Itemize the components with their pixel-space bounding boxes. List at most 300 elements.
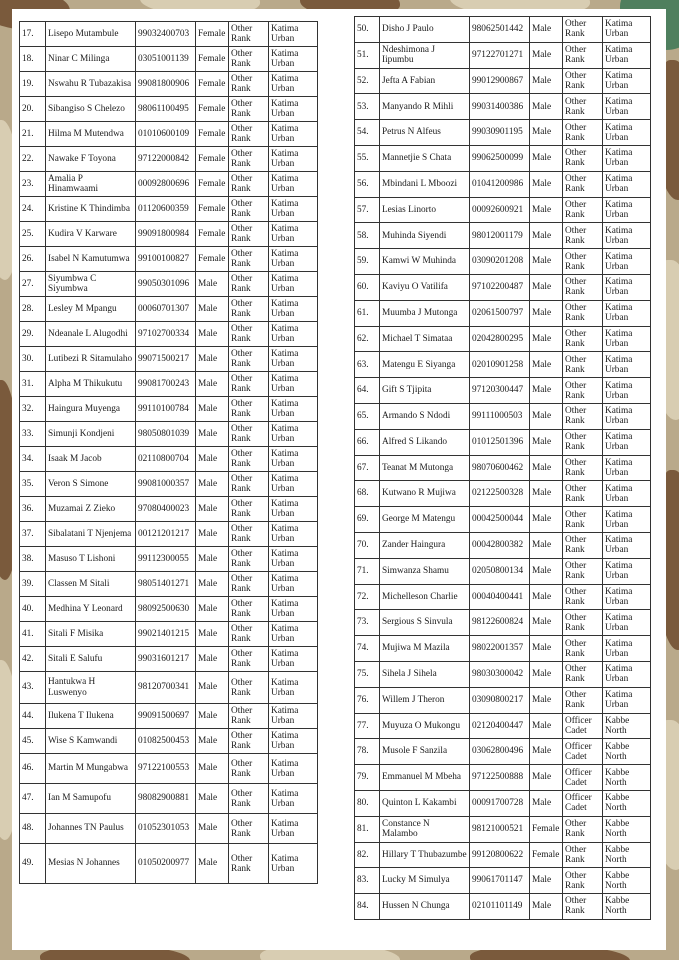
constituency-cell: Katima Urban: [603, 584, 651, 610]
row-number: 42.: [20, 647, 46, 672]
rank-cell: Other Rank: [229, 347, 269, 372]
member-table-right: [354, 16, 651, 920]
row-number: 59.: [355, 249, 380, 275]
table-row: [355, 532, 651, 558]
table-row: [20, 47, 318, 72]
member-table-left: [19, 21, 318, 884]
row-number: 60.: [355, 274, 380, 300]
sex-cell: Female: [196, 72, 229, 97]
row-number: 45.: [20, 729, 46, 754]
table-row: [20, 272, 318, 297]
constituency-cell: Katima Urban: [269, 272, 318, 297]
id-number: 00042800382: [470, 532, 530, 558]
rank-cell: Other Rank: [563, 403, 603, 429]
id-number: 99030901195: [470, 120, 530, 146]
rank-cell: Other Rank: [229, 704, 269, 729]
constituency-cell: Katima Urban: [269, 122, 318, 147]
member-name: Ninar C Milinga: [46, 47, 136, 72]
rank-cell: Other Rank: [229, 754, 269, 784]
member-name: Mesias N Johannes: [46, 844, 136, 884]
id-number: 98022001357: [470, 636, 530, 662]
constituency-cell: Kabbe North: [603, 868, 651, 894]
member-name: Lisepo Mutambule: [46, 22, 136, 47]
id-number: 01120600359: [136, 197, 196, 222]
member-name: Teanat M Mutonga: [380, 455, 470, 481]
sex-cell: Female: [196, 197, 229, 222]
rank-cell: Other Rank: [563, 68, 603, 94]
constituency-cell: Katima Urban: [269, 547, 318, 572]
id-number: 98122600824: [470, 610, 530, 636]
rank-cell: Other Rank: [229, 547, 269, 572]
table-row: [355, 326, 651, 352]
table-row: [355, 584, 651, 610]
constituency-cell: Katima Urban: [603, 300, 651, 326]
member-name: Hussen N Chunga: [380, 894, 470, 920]
row-number: 31.: [20, 372, 46, 397]
sex-cell: Male: [530, 249, 563, 275]
row-number: 55.: [355, 145, 380, 171]
table-row: [20, 729, 318, 754]
rank-cell: Other Rank: [563, 661, 603, 687]
constituency-cell: Katima Urban: [603, 403, 651, 429]
rank-cell: Other Rank: [229, 272, 269, 297]
table-row: [355, 610, 651, 636]
table-row: [355, 249, 651, 275]
row-number: 21.: [20, 122, 46, 147]
row-number: 43.: [20, 672, 46, 704]
sex-cell: Male: [196, 272, 229, 297]
row-number: 36.: [20, 497, 46, 522]
constituency-cell: Katima Urban: [603, 636, 651, 662]
rank-cell: Other Rank: [229, 172, 269, 197]
member-name: Muhinda Siyendi: [380, 223, 470, 249]
table-row: [20, 347, 318, 372]
constituency-cell: Katima Urban: [269, 814, 318, 844]
row-number: 75.: [355, 661, 380, 687]
document-page: [12, 9, 666, 950]
table-row: [355, 274, 651, 300]
sex-cell: Male: [196, 814, 229, 844]
rank-cell: Other Rank: [563, 17, 603, 43]
table-row: [20, 672, 318, 704]
row-number: 62.: [355, 326, 380, 352]
id-number: 98062501442: [470, 17, 530, 43]
table-row: [355, 120, 651, 146]
table-row: [20, 422, 318, 447]
constituency-cell: Katima Urban: [269, 47, 318, 72]
constituency-cell: Katima Urban: [603, 532, 651, 558]
rank-cell: Other Rank: [563, 249, 603, 275]
constituency-cell: Kabbe North: [603, 713, 651, 739]
member-name: Nswahu R Tubazakisa: [46, 72, 136, 97]
id-number: 02122500328: [470, 481, 530, 507]
sex-cell: Male: [530, 558, 563, 584]
table-row: [355, 352, 651, 378]
constituency-cell: Kabbe North: [603, 765, 651, 791]
sex-cell: Male: [530, 610, 563, 636]
sex-cell: Male: [530, 584, 563, 610]
sex-cell: Male: [196, 572, 229, 597]
id-number: 99091800984: [136, 222, 196, 247]
rank-cell: Other Rank: [229, 844, 269, 884]
id-number: 02101101149: [470, 894, 530, 920]
row-number: 65.: [355, 403, 380, 429]
id-number: 02050800134: [470, 558, 530, 584]
row-number: 68.: [355, 481, 380, 507]
table-row: [20, 22, 318, 47]
member-name: Sergious S Sinvula: [380, 610, 470, 636]
sex-cell: Male: [530, 223, 563, 249]
constituency-cell: Katima Urban: [269, 222, 318, 247]
member-name: Johannes TN Paulus: [46, 814, 136, 844]
rank-cell: Other Rank: [229, 372, 269, 397]
row-number: 27.: [20, 272, 46, 297]
table-row: [20, 197, 318, 222]
id-number: 03062800496: [470, 739, 530, 765]
sex-cell: Male: [196, 522, 229, 547]
row-number: 33.: [20, 422, 46, 447]
table-row: [20, 372, 318, 397]
id-number: 98012001179: [470, 223, 530, 249]
sex-cell: Male: [530, 636, 563, 662]
table-row: [355, 429, 651, 455]
sex-cell: Male: [530, 42, 563, 68]
id-number: 00121201217: [136, 522, 196, 547]
row-number: 67.: [355, 455, 380, 481]
constituency-cell: Katima Urban: [269, 97, 318, 122]
sex-cell: Male: [530, 507, 563, 533]
id-number: 99111000503: [470, 403, 530, 429]
sex-cell: Male: [530, 532, 563, 558]
table-row: [20, 322, 318, 347]
rank-cell: Other Rank: [563, 94, 603, 120]
row-number: 19.: [20, 72, 46, 97]
rank-cell: Other Rank: [563, 274, 603, 300]
rank-cell: Other Rank: [563, 455, 603, 481]
member-name: Medhina Y Leonard: [46, 597, 136, 622]
constituency-cell: Katima Urban: [603, 120, 651, 146]
constituency-cell: Katima Urban: [269, 147, 318, 172]
constituency-cell: Kabbe North: [603, 894, 651, 920]
constituency-cell: Katima Urban: [269, 784, 318, 814]
sex-cell: Male: [530, 68, 563, 94]
table-row: [20, 72, 318, 97]
sex-cell: Male: [530, 765, 563, 791]
member-name: Willem J Theron: [380, 687, 470, 713]
member-name: Mannetjie S Chata: [380, 145, 470, 171]
table-row: [20, 522, 318, 547]
constituency-cell: Katima Urban: [269, 22, 318, 47]
table-row: [355, 558, 651, 584]
rank-cell: Other Rank: [229, 222, 269, 247]
row-number: 26.: [20, 247, 46, 272]
constituency-cell: Katima Urban: [269, 197, 318, 222]
member-name: Nawake F Toyona: [46, 147, 136, 172]
row-number: 81.: [355, 816, 380, 842]
table-row: [355, 68, 651, 94]
rank-cell: Other Rank: [563, 326, 603, 352]
constituency-cell: Katima Urban: [269, 322, 318, 347]
id-number: 97122000842: [136, 147, 196, 172]
constituency-cell: Katima Urban: [269, 247, 318, 272]
member-name: Lutibezi R Sitamulaho: [46, 347, 136, 372]
rank-cell: Other Rank: [563, 120, 603, 146]
row-number: 48.: [20, 814, 46, 844]
constituency-cell: Katima Urban: [269, 622, 318, 647]
member-name: Armando S Ndodi: [380, 403, 470, 429]
table-row: [20, 397, 318, 422]
id-number: 99062500099: [470, 145, 530, 171]
sex-cell: Male: [196, 672, 229, 704]
id-number: 99012900867: [470, 68, 530, 94]
constituency-cell: Katima Urban: [603, 661, 651, 687]
sex-cell: Male: [530, 94, 563, 120]
id-number: 01082500453: [136, 729, 196, 754]
table-row: [355, 17, 651, 43]
id-number: 98070600462: [470, 455, 530, 481]
member-name: Michelleson Charlie: [380, 584, 470, 610]
id-number: 99110100784: [136, 397, 196, 422]
constituency-cell: Katima Urban: [603, 171, 651, 197]
sex-cell: Male: [530, 120, 563, 146]
id-number: 97080400023: [136, 497, 196, 522]
member-name: Quinton L Kakambi: [380, 790, 470, 816]
constituency-cell: Katima Urban: [603, 68, 651, 94]
rank-cell: Other Rank: [563, 816, 603, 842]
row-number: 29.: [20, 322, 46, 347]
rank-cell: Other Rank: [229, 47, 269, 72]
row-number: 53.: [355, 94, 380, 120]
row-number: 71.: [355, 558, 380, 584]
id-number: 99120800622: [470, 842, 530, 868]
row-number: 58.: [355, 223, 380, 249]
constituency-cell: Katima Urban: [603, 610, 651, 636]
rank-cell: Other Rank: [563, 636, 603, 662]
rank-cell: Other Rank: [229, 97, 269, 122]
id-number: 99100100827: [136, 247, 196, 272]
id-number: 99032400703: [136, 22, 196, 47]
member-name: Petrus N Alfeus: [380, 120, 470, 146]
sex-cell: Male: [196, 347, 229, 372]
row-number: 47.: [20, 784, 46, 814]
row-number: 28.: [20, 297, 46, 322]
row-number: 63.: [355, 352, 380, 378]
id-number: 99031400386: [470, 94, 530, 120]
id-number: 00060701307: [136, 297, 196, 322]
row-number: 24.: [20, 197, 46, 222]
member-name: Muumba J Mutonga: [380, 300, 470, 326]
sex-cell: Male: [196, 472, 229, 497]
rank-cell: Other Rank: [229, 322, 269, 347]
table-row: [355, 790, 651, 816]
row-number: 18.: [20, 47, 46, 72]
member-name: Muyuza O Mukongu: [380, 713, 470, 739]
constituency-cell: Katima Urban: [269, 754, 318, 784]
id-number: 99081700243: [136, 372, 196, 397]
id-number: 00092600921: [470, 197, 530, 223]
rank-cell: Other Rank: [563, 481, 603, 507]
sex-cell: Male: [196, 322, 229, 347]
sex-cell: Male: [530, 17, 563, 43]
id-number: 01052301053: [136, 814, 196, 844]
rank-cell: Officer Cadet: [563, 765, 603, 791]
rank-cell: Other Rank: [229, 247, 269, 272]
constituency-cell: Katima Urban: [603, 558, 651, 584]
member-name: Lucky M Simulya: [380, 868, 470, 894]
constituency-cell: Katima Urban: [269, 704, 318, 729]
sex-cell: Male: [196, 754, 229, 784]
row-number: 49.: [20, 844, 46, 884]
row-number: 73.: [355, 610, 380, 636]
row-number: 41.: [20, 622, 46, 647]
row-number: 66.: [355, 429, 380, 455]
sex-cell: Male: [530, 378, 563, 404]
id-number: 02061500797: [470, 300, 530, 326]
sex-cell: Male: [530, 894, 563, 920]
row-number: 83.: [355, 868, 380, 894]
id-number: 00040400441: [470, 584, 530, 610]
rank-cell: Other Rank: [563, 842, 603, 868]
constituency-cell: Katima Urban: [603, 455, 651, 481]
member-name: Sitali E Salufu: [46, 647, 136, 672]
sex-cell: Male: [530, 481, 563, 507]
table-row: [355, 94, 651, 120]
id-number: 99071500217: [136, 347, 196, 372]
rank-cell: Other Rank: [229, 122, 269, 147]
table-row: [355, 636, 651, 662]
id-number: 99081800906: [136, 72, 196, 97]
row-number: 50.: [355, 17, 380, 43]
constituency-cell: Katima Urban: [269, 522, 318, 547]
member-name: Hillary T Thubazumbe: [380, 842, 470, 868]
member-name: Lesias Linorto: [380, 197, 470, 223]
rank-cell: Other Rank: [563, 868, 603, 894]
member-name: Kaviyu O Vatilifa: [380, 274, 470, 300]
sex-cell: Male: [530, 352, 563, 378]
member-name: Sibangiso S Chelezo: [46, 97, 136, 122]
member-name: Ilukena T Ilukena: [46, 704, 136, 729]
table-row: [355, 894, 651, 920]
id-number: 97122100553: [136, 754, 196, 784]
sex-cell: Male: [196, 729, 229, 754]
sex-cell: Male: [196, 597, 229, 622]
table-row: [355, 739, 651, 765]
constituency-cell: Katima Urban: [269, 497, 318, 522]
row-number: 40.: [20, 597, 46, 622]
sex-cell: Male: [196, 622, 229, 647]
member-name: Constance N Malambo: [380, 816, 470, 842]
table-row: [355, 765, 651, 791]
row-number: 80.: [355, 790, 380, 816]
row-number: 84.: [355, 894, 380, 920]
table-row: [20, 122, 318, 147]
id-number: 97122500888: [470, 765, 530, 791]
constituency-cell: Katima Urban: [269, 597, 318, 622]
rank-cell: Other Rank: [229, 197, 269, 222]
rank-cell: Other Rank: [229, 422, 269, 447]
row-number: 56.: [355, 171, 380, 197]
id-number: 00091700728: [470, 790, 530, 816]
member-name: Martin M Mungabwa: [46, 754, 136, 784]
sex-cell: Male: [530, 197, 563, 223]
constituency-cell: Katima Urban: [269, 422, 318, 447]
table-row: [20, 222, 318, 247]
member-name: Musole F Sanzila: [380, 739, 470, 765]
id-number: 97120300447: [470, 378, 530, 404]
sex-cell: Female: [196, 147, 229, 172]
row-number: 82.: [355, 842, 380, 868]
table-row: [355, 403, 651, 429]
row-number: 69.: [355, 507, 380, 533]
rank-cell: Other Rank: [563, 558, 603, 584]
table-row: [355, 868, 651, 894]
id-number: 98120700341: [136, 672, 196, 704]
member-name: Kamwi W Muhinda: [380, 249, 470, 275]
member-name: Zander Haingura: [380, 532, 470, 558]
constituency-cell: Katima Urban: [269, 172, 318, 197]
id-number: 99081000357: [136, 472, 196, 497]
id-number: 97102200487: [470, 274, 530, 300]
sex-cell: Male: [530, 687, 563, 713]
row-number: 51.: [355, 42, 380, 68]
id-number: 03090201208: [470, 249, 530, 275]
rank-cell: Other Rank: [229, 397, 269, 422]
sex-cell: Male: [196, 297, 229, 322]
constituency-cell: Katima Urban: [603, 326, 651, 352]
id-number: 02120400447: [470, 713, 530, 739]
sex-cell: Female: [196, 247, 229, 272]
id-number: 99091500697: [136, 704, 196, 729]
row-number: 32.: [20, 397, 46, 422]
constituency-cell: Katima Urban: [603, 223, 651, 249]
id-number: 99112300055: [136, 547, 196, 572]
constituency-cell: Katima Urban: [269, 647, 318, 672]
id-number: 02010901258: [470, 352, 530, 378]
constituency-cell: Katima Urban: [603, 507, 651, 533]
member-name: Jefta A Fabian: [380, 68, 470, 94]
table-row: [355, 481, 651, 507]
member-name: Simwanza Shamu: [380, 558, 470, 584]
sex-cell: Male: [530, 300, 563, 326]
table-row: [20, 547, 318, 572]
id-number: 98050801039: [136, 422, 196, 447]
row-number: 70.: [355, 532, 380, 558]
table-row: [20, 622, 318, 647]
sex-cell: Male: [530, 429, 563, 455]
row-number: 39.: [20, 572, 46, 597]
sex-cell: Male: [530, 326, 563, 352]
member-name: Michael T Simataa: [380, 326, 470, 352]
constituency-cell: Katima Urban: [269, 372, 318, 397]
member-name: Mujiwa M Mazila: [380, 636, 470, 662]
table-row: [355, 197, 651, 223]
row-number: 38.: [20, 547, 46, 572]
row-number: 78.: [355, 739, 380, 765]
row-number: 22.: [20, 147, 46, 172]
sex-cell: Male: [530, 790, 563, 816]
sex-cell: Male: [530, 455, 563, 481]
rank-cell: Other Rank: [229, 784, 269, 814]
rank-cell: Other Rank: [229, 572, 269, 597]
row-number: 23.: [20, 172, 46, 197]
member-name: Sihela J Sihela: [380, 661, 470, 687]
id-number: 02110800704: [136, 447, 196, 472]
constituency-cell: Kabbe North: [603, 790, 651, 816]
row-number: 46.: [20, 754, 46, 784]
member-name: Masuso T Lishoni: [46, 547, 136, 572]
member-name: Emmanuel M Mbeha: [380, 765, 470, 791]
id-number: 98061100495: [136, 97, 196, 122]
